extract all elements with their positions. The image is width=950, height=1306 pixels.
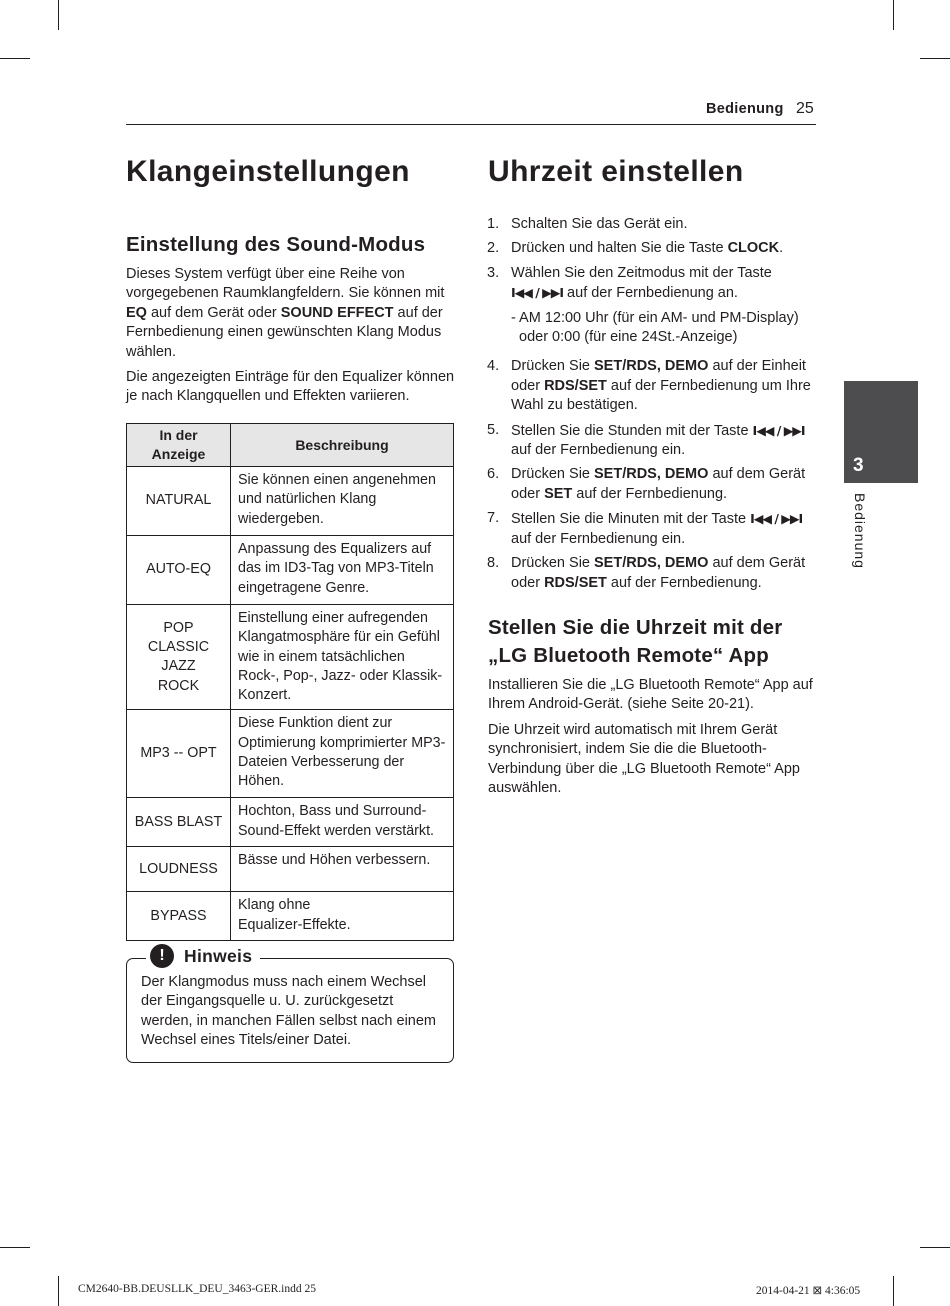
- table-row: [127, 798, 454, 847]
- mode-cell: BASS BLAST: [127, 798, 231, 847]
- intro-paragraph: Dieses System verfügt über eine Reihe von vorgegebenen Raumklangfeldern. Sie können mit EQ auf dem Gerät oder SOUND EFFECT auf der Fernbedienung einen gewünschten Klang Modus wählen.: [126, 266, 445, 360]
- crop-mark: [58, 1276, 59, 1306]
- page-number: 25: [796, 100, 814, 117]
- mode-cell: LOUDNESS: [127, 847, 231, 892]
- table-row: [127, 892, 454, 941]
- header-rule: [126, 124, 816, 125]
- skip-buttons-icon: I◀◀ / ▶▶I: [750, 511, 803, 527]
- crop-mark: [58, 0, 59, 30]
- left-page-title: Klangeinstellungen: [126, 155, 410, 188]
- crop-mark: [893, 1276, 894, 1306]
- clock-steps-list: [487, 215, 822, 598]
- skip-buttons-icon: I◀◀ / ▶▶I: [752, 422, 805, 438]
- column-header-display: In der Anzeige: [127, 424, 231, 467]
- list-item: 3. Wählen Sie den Zeitmodus mit der Taste I◀◀ / ▶▶I auf der Fernbedienung an. - AM 12:00 Uhr (für ein AM- und PM-Display) oder 0:00 (für eine 24St.-Anzeige): [487, 264, 799, 346]
- chapter-number: 3: [853, 455, 864, 476]
- crop-mark: [0, 58, 30, 59]
- print-slug-file: CM2640-BB.DEUSLLK_DEU_3463-GER.indd 25: [78, 1283, 316, 1295]
- crop-mark: [0, 1247, 30, 1248]
- equalizer-paragraph: Die angezeigten Einträge für den Equalizer können je nach Klangquellen und Effekten variieren.: [126, 369, 455, 405]
- table-row: [127, 536, 454, 605]
- description-cell: Klang ohne Equalizer-Effekte.: [231, 892, 454, 941]
- crop-mark: [920, 1247, 950, 1248]
- skip-buttons-icon: I◀◀ / ▶▶I: [511, 285, 564, 301]
- table-header-row: [127, 424, 454, 467]
- note-heading: [146, 943, 260, 969]
- left-intro: [126, 265, 456, 407]
- sound-effect-key: SOUND EFFECT: [280, 304, 394, 321]
- mode-cell: BYPASS: [127, 892, 231, 941]
- right-app-text: [488, 676, 813, 798]
- description-cell: Hochton, Bass und Surround-Sound-Effekt werden verstärkt.: [231, 798, 454, 847]
- description-cell: Bässe und Höhen verbessern.: [231, 847, 454, 892]
- table-row: [127, 710, 454, 798]
- description-cell: Diese Funktion dient zur Optimierung komprimierter MP3-Dateien Verbesserung der Höhen.: [231, 710, 454, 798]
- note-title: Hinweis: [184, 945, 253, 966]
- list-item: 5. Stellen Sie die Stunden mit der Taste I◀◀ / ▶▶I auf der Fernbedienung ein.: [487, 421, 805, 459]
- table-row: [127, 467, 454, 536]
- chapter-label: Bedienung: [852, 493, 868, 569]
- print-slug-date: 2014-04-21 ⊠ 4:36:05: [756, 1285, 861, 1297]
- description-cell: Anpassung des Equalizers auf das im ID3-Tag von MP3-Titeln eingetragene Genre.: [231, 536, 454, 605]
- list-item: 8. Drücken Sie SET/RDS, DEMO auf dem Gerät oder RDS/SET auf der Fernbedienung.: [487, 555, 806, 591]
- note-box: [126, 958, 454, 1063]
- description-cell: Einstellung einer aufregenden Klangatmosphäre für ein Gefühl wie in einem tatsächlichen Rock-, Pop-, Jazz- oder Klassik-Konzert.: [231, 605, 454, 710]
- left-section-subtitle: Einstellung des Sound-Modus: [126, 233, 426, 256]
- list-item: 6. Drücken Sie SET/RDS, DEMO auf dem Gerät oder SET auf der Fernbedienung.: [487, 466, 806, 502]
- exclamation-icon: !: [150, 944, 174, 968]
- column-header-description: Beschreibung: [231, 424, 454, 467]
- crop-mark: [920, 58, 950, 59]
- mode-cell: POP CLASSIC JAZZ ROCK: [127, 605, 231, 710]
- app-install-paragraph: Installieren Sie die „LG Bluetooth Remote“ App auf Ihrem Android-Gerät. (siehe Seite 20-21).: [488, 677, 813, 713]
- right-section-subtitle: Stellen Sie die Uhrzeit mit der „LG Bluetooth Remote“ App: [488, 616, 783, 667]
- mode-cell: AUTO-EQ: [127, 536, 231, 605]
- description-cell: Sie können einen angenehmen und natürlichen Klang wiedergeben.: [231, 467, 454, 536]
- mode-cell: NATURAL: [127, 467, 231, 536]
- eq-key: EQ: [126, 304, 147, 321]
- list-item: 7. Stellen Sie die Minuten mit der Taste I◀◀ / ▶▶I auf der Fernbedienung ein.: [487, 510, 803, 547]
- table-row: [127, 605, 454, 710]
- right-page-title: Uhrzeit einstellen: [488, 155, 744, 188]
- mode-cell: MP3 -- OPT: [127, 710, 231, 798]
- crop-mark: [893, 0, 894, 30]
- app-sync-paragraph: Die Uhrzeit wird automatisch mit Ihrem Gerät synchronisiert, indem Sie die die Bluetooth-Verbindung über die „LG Bluetooth Remote“ App auswählen.: [488, 721, 800, 797]
- list-item: 4. Drücken Sie SET/RDS, DEMO auf der Einheit oder RDS/SET auf der Fernbedienung um Ihre Wahl zu bestätigen.: [487, 358, 811, 414]
- sound-mode-table: [126, 423, 454, 941]
- list-item: 2. Drücken und halten Sie die Taste CLOCK.: [487, 240, 784, 257]
- running-header-section: Bedienung: [706, 101, 784, 117]
- list-item: 1. Schalten Sie das Gerät ein.: [487, 216, 688, 232]
- table-row: [127, 847, 454, 892]
- note-text: Der Klangmodus muss nach einem Wechsel der Eingangsquelle u. U. zurückgesetzt werden, in manchen Fällen selbst nach einem Wechsel eines Titels/einer Datei.: [141, 974, 436, 1049]
